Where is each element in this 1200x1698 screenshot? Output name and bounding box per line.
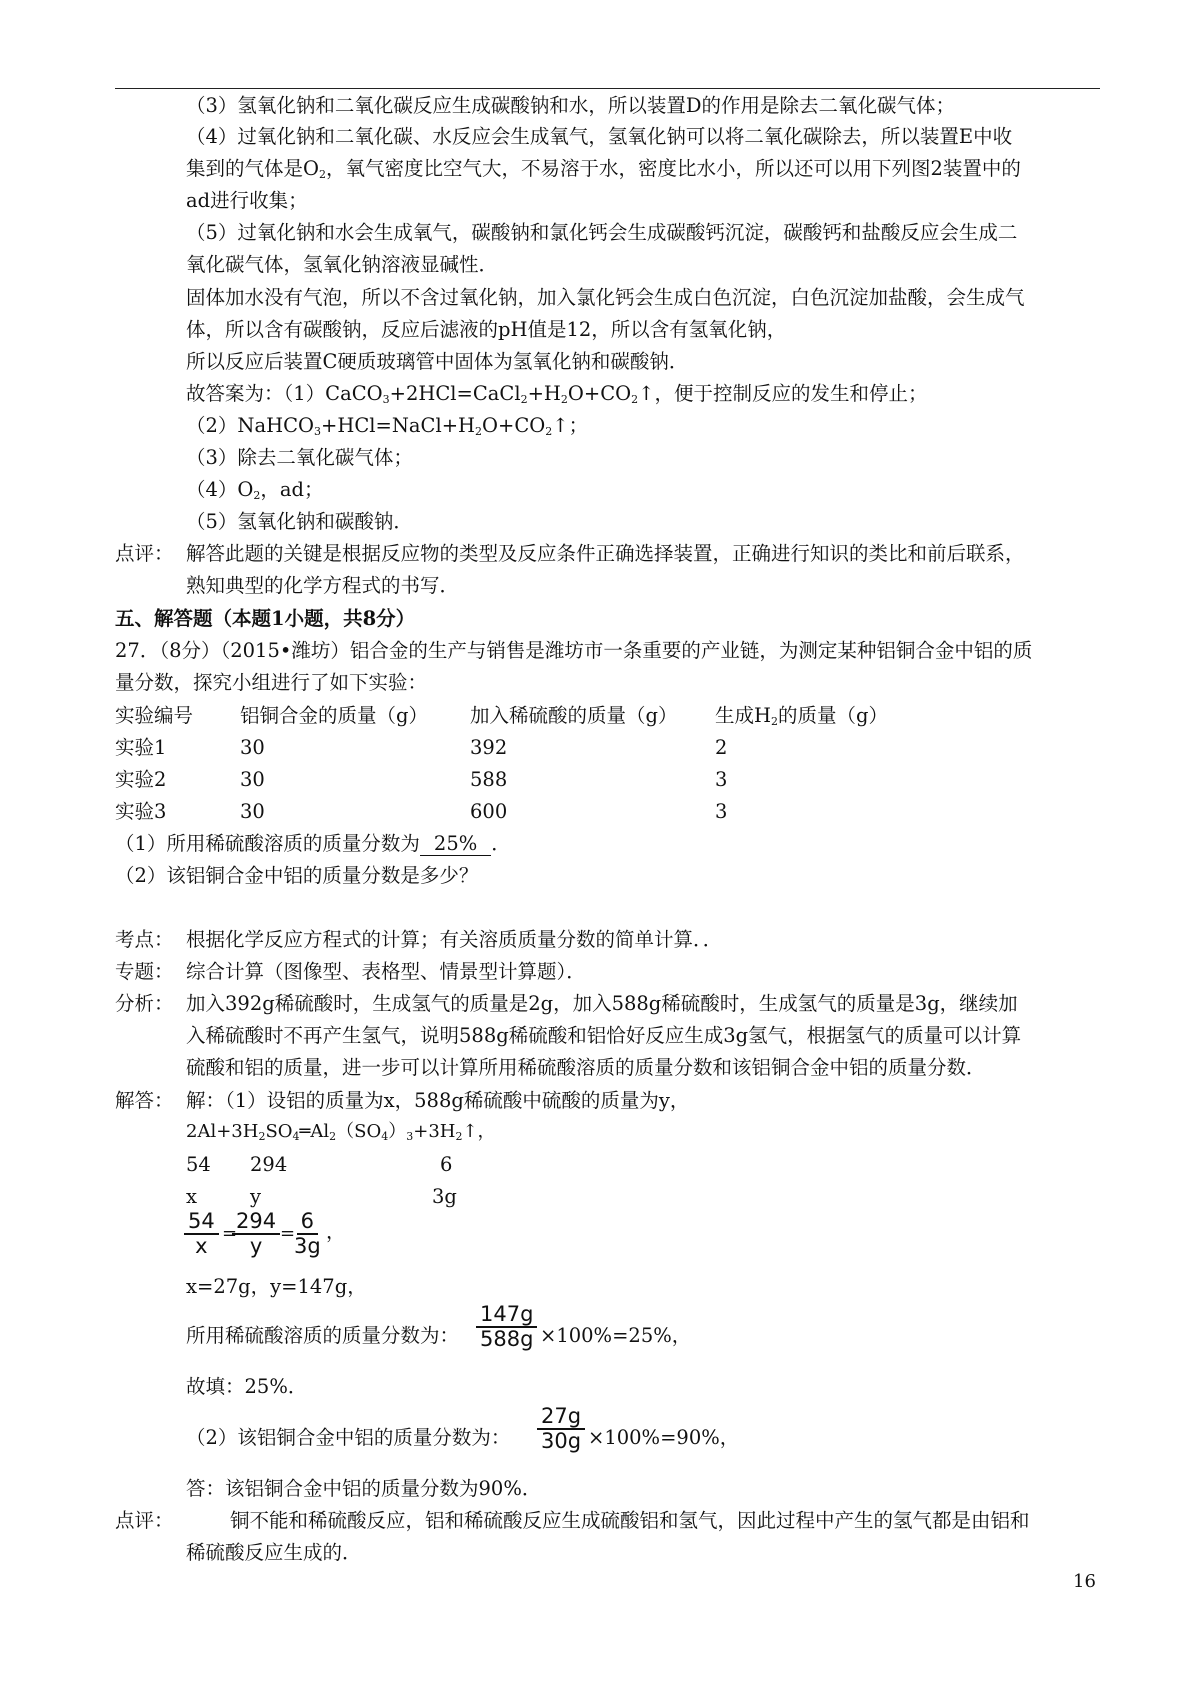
percent-fraction: $\frac{27g}{30g}$ [537, 1405, 585, 1453]
table-header: 铝铜合金的质量（g） [240, 704, 428, 727]
answer-line-2: $(2)NaHCO_3+HCl=NaCl+H_2O+CO_2↑$； [186, 414, 589, 438]
ratio-fraction: $\frac{6}{3g}$ [294, 1209, 321, 1259]
equals-sign: = [222, 1223, 238, 1244]
equals-sign: = [280, 1223, 296, 1244]
text-line: （4）过氧化钠和二氧化碳、水反应会生成氧气，氢氧化钠可以将二氧化碳除去，所以装置E中收 [186, 125, 1013, 148]
solution-text: 解：（1）设铝的质量为x，588g稀硫酸中硫酸的质量为y， [186, 1089, 690, 1112]
text-line: （3）氢氧化钠和二氧化碳反应生成碳酸钠和水，所以装置D的作用是除去二氧化碳气体； [186, 94, 956, 117]
header-rule [115, 88, 1100, 89]
text-line: 固体加水没有气泡，所以不含过氧化钠，加入氯化钙会生成白色沉淀，白色沉淀加盐酸，会生成气 [186, 286, 1025, 309]
unknown-var: y [250, 1185, 262, 1208]
solution-result: x=27g，y=147g， [186, 1275, 367, 1298]
fenxi-text: 加入392g稀硫酸时，生成氢气的质量是2g，加入588g稀硫酸时，生成氢气的质量是3g，继续加 [186, 992, 1018, 1015]
fenxi-label: 分析： [115, 992, 174, 1015]
comma: ， [326, 1220, 346, 1243]
answer-line-4: $(4)O_2$，ad； [186, 478, 324, 502]
review-text: 解答此题的关键是根据反应物的类型及反应条件正确选择装置，正确进行知识的类比和前后联系， [186, 542, 1025, 565]
table-cell: 30 [240, 736, 265, 759]
text-line: 体，所以含有碳酸钠，反应后滤液的pH值是12，所以含有氢氧化钠， [186, 318, 787, 341]
percent-text: ×100%=90%， [588, 1426, 740, 1449]
sub-question-2: （2）该铝铜合金中铝的质量分数是多少？ [115, 864, 479, 887]
table-cell: 2 [715, 736, 728, 759]
text-line: 氧化碳气体，氢氧化钠溶液显碱性． [186, 253, 499, 276]
review-text: 熟知典型的化学方程式的书写． [186, 574, 460, 597]
molar-mass: 6 [440, 1153, 453, 1176]
final-answer: 答：该铝铜合金中铝的质量分数为90%． [186, 1477, 542, 1500]
unknown-var: x [186, 1185, 197, 1208]
ratio-fraction: $\frac{54}{x}$ [184, 1210, 219, 1258]
table-cell: 实验1 [115, 736, 167, 759]
table-cell: 3 [715, 768, 728, 791]
question-text: 27．（8分）（2015•潍坊）铝合金的生产与销售是潍坊市一条重要的产业链，为测定某种铝铜合金中铝的质 [115, 639, 1033, 662]
table-cell: 3 [715, 800, 728, 823]
kaodian-label: 考点： [115, 928, 174, 951]
text-line: （5）过氧化钠和水会生成氧气，碳酸钠和氯化钙会生成碳酸钙沉淀，碳酸钙和盐酸反应会生成二 [186, 221, 1018, 244]
section-heading: 五、解答题（本题1小题，共8分） [115, 607, 416, 630]
molar-mass: 54 [186, 1153, 211, 1176]
kaodian-text: 根据化学反应方程式的计算；有关溶质质量分数的简单计算．． [186, 928, 723, 951]
answer-blank: 25% [420, 834, 491, 856]
review-label: 点评： [115, 1509, 174, 1532]
table-header: 生成$H_2$的质量（g） [715, 704, 888, 728]
text-line: 所以反应后装置C硬质玻璃管中固体为氢氧化钠和碳酸钠． [186, 350, 689, 373]
solution-label: 解答： [115, 1089, 174, 1112]
sub-question-1: （1）所用稀硫酸溶质的质量分数为 25% ． [115, 832, 511, 855]
answer-line-1: 故答案为：$(1)CaCO_3+2HCl=CaCl_2+H_2O+CO_2↑$，便于控制反应的发生和停止； [186, 382, 928, 406]
table-header: 加入稀硫酸的质量（g） [470, 704, 678, 727]
review-text: 铜不能和稀硫酸反应，铝和稀硫酸反应生成硫酸铝和氢气，因此过程中产生的氢气都是由铝和 [230, 1509, 1030, 1532]
review-label: 点评： [115, 542, 174, 565]
table-cell: 600 [470, 800, 508, 823]
table-header: 实验编号 [115, 704, 194, 727]
chemical-equation: $2Al+3H_2SO_4═Al_2(SO_4)_3+3H_2↑$， [186, 1121, 496, 1143]
molar-mass: 294 [250, 1153, 288, 1176]
fill-answer: 故填：25%． [186, 1375, 308, 1398]
fenxi-text: 入稀硫酸时不再产生氢气，说明588g稀硫酸和铝恰好反应生成3g氢气，根据氢气的质量可以计算 [186, 1024, 1022, 1047]
table-cell: 实验2 [115, 768, 167, 791]
fenxi-text: 硫酸和铝的质量，进一步可以计算所用稀硫酸溶质的质量分数和该铝铜合金中铝的质量分数． [186, 1056, 986, 1079]
zhuanti-label: 专题： [115, 960, 174, 983]
ratio-fraction: $\frac{294}{y}$ [232, 1210, 280, 1258]
review-text: 稀硫酸反应生成的． [186, 1541, 362, 1564]
table-cell: 实验3 [115, 800, 167, 823]
text-line: ad进行收集； [186, 189, 308, 212]
percent-text: 所用稀硫酸溶质的质量分数为： [186, 1324, 460, 1347]
answer-line-5: （5）氢氧化钠和碳酸钠． [186, 510, 413, 533]
table-cell: 30 [240, 768, 265, 791]
percent-fraction: $\frac{147g}{588g}$ [476, 1303, 537, 1351]
table-cell: 392 [470, 736, 508, 759]
table-cell: 30 [240, 800, 265, 823]
page-number: 16 [1073, 1571, 1096, 1592]
zhuanti-text: 综合计算（图像型、表格型、情景型计算题）． [186, 960, 586, 983]
answer-line-3: （3）除去二氧化碳气体； [186, 446, 413, 469]
percent-text: ×100%=25%， [540, 1324, 692, 1347]
question-text: 量分数，探究小组进行了如下实验： [115, 671, 428, 694]
unknown-var: 3g [432, 1185, 457, 1208]
text-line: 集到的气体是$O_2$，氧气密度比空气大，不易溶于水，密度比水小，所以还可以用下列图2装置中的 [186, 157, 1021, 181]
table-cell: 588 [470, 768, 508, 791]
percent-text: （2）该铝铜合金中铝的质量分数为： [186, 1426, 511, 1449]
